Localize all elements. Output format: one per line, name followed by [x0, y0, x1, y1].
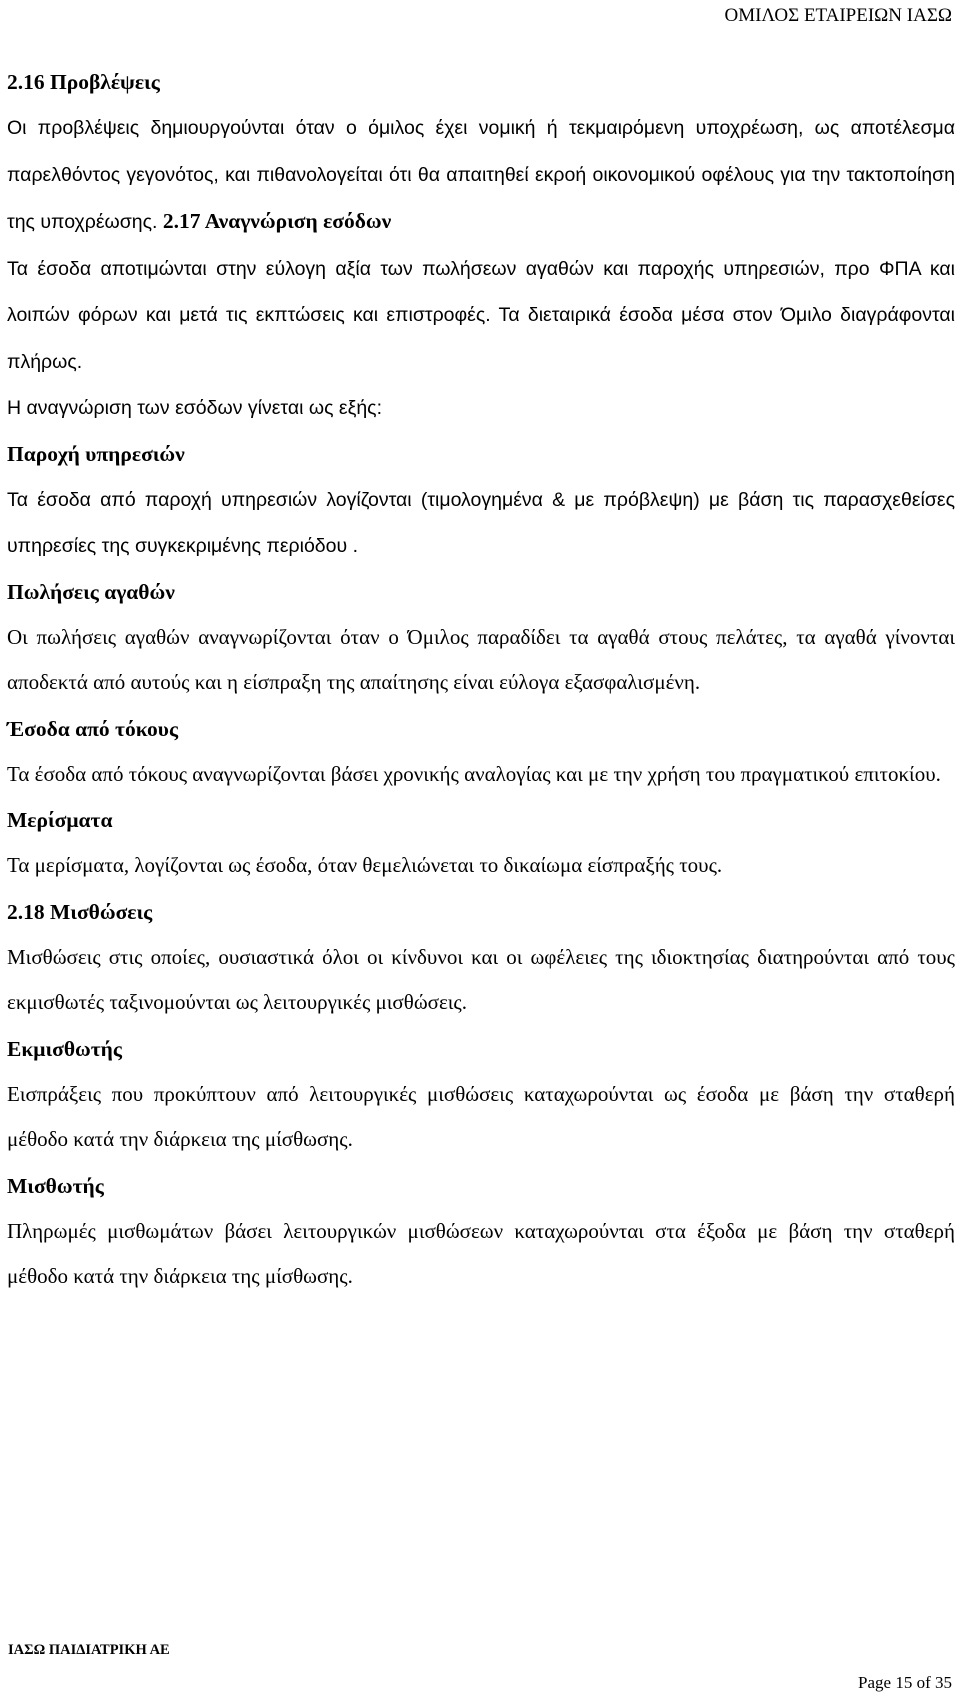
paragraph-services: Τα έσοδα από παροχή υπηρεσιών λογίζονται (τιμολογημένα & με πρόβλεψη) με βάση τις παρασχεθείσες υπηρεσίες της συγκεκριμένης περιόδου . [7, 488, 955, 557]
paragraph-dividends: Τα μερίσματα, λογίζονται ως έσοδα, όταν θεμελιώνεται το δικαίωμα είσπραξής τους. [7, 853, 723, 877]
subheading-lessor: Εκμισθωτής [7, 1036, 122, 1061]
subheading-lessee: Μισθωτής [7, 1173, 104, 1198]
section-heading-provisions: 2.16 Προβλέψεις [7, 70, 160, 94]
subheading-goods-sales: Πωλήσεις αγαθών [7, 579, 175, 604]
document-body [7, 60, 955, 1300]
footer-company: ΙΑΣΩ ΠΑΙΔΙΑΤΡΙΚΗ ΑΕ [8, 1642, 170, 1658]
paragraph-revenue-intro: Η αναγνώριση των εσόδων γίνεται ως εξής: [7, 397, 382, 419]
paragraph-interest-income: Τα έσοδα από τόκους αναγνωρίζονται βάσει χρονικής αναλογίας και με την χρήση του πραγματικού επιτοκίου. [7, 761, 941, 786]
paragraph-lessor: Εισπράξεις που προκύπτουν από λειτουργικές μισθώσεις καταχωρούνται ως έσοδα με βάση την σταθερή μέθοδο κατά την διάρκεια της μίσθωσης. [7, 1081, 955, 1151]
paragraph-goods-sales: Οι πωλήσεις αγαθών αναγνωρίζονται όταν ο Όμιλος παραδίδει τα αγαθά στους πελάτες, τα αγαθά γίνονται αποδεκτά από αυτούς και η είσπραξη της απαίτησης είναι εύλογα εξασφαλισμένη. [7, 624, 955, 694]
subheading-services: Παροχή υπηρεσιών [7, 441, 185, 466]
subheading-dividends: Μερίσματα [7, 808, 113, 832]
paragraph-lessee: Πληρωμές μισθωμάτων βάσει λειτουργικών μισθώσεων καταχωρούνται στα έξοδα με βάση την σταθερή μέθοδο κατά την διάρκεια της μίσθωσης. [7, 1218, 955, 1288]
running-header: ΟΜΙΛΟΣ ΕΤΑΙΡΕΙΩΝ ΙΑΣΩ [724, 5, 952, 26]
paragraph-provisions [7, 105, 955, 246]
paragraph-leases: Μισθώσεις στις οποίες, ουσιαστικά όλοι οι κίνδυνοι και οι ωφέλειες της ιδιοκτησίας διατηρούνται από τους εκμισθωτές ταξινομούνται ως λειτουργικές μισθώσεις. [7, 944, 955, 1014]
footer-page-number: Page 15 of 35 [858, 1673, 952, 1692]
subheading-interest-income: Έσοδα από τόκους [7, 716, 179, 741]
paragraph-revenue: Τα έσοδα αποτιμώνται στην εύλογη αξία των πωλήσεων αγαθών και παροχής υπηρεσιών, προ ΦΠΑ και λοιπών φόρων και μετά τις εκπτώσεις και επιστροφές. Τα διεταιρικά έσοδα μέσα στον Όμιλο διαγράφονται πλήρως. [7, 257, 955, 373]
section-heading-revenue-recognition: 2.17 Αναγνώριση εσόδων [162, 209, 392, 233]
paragraph-provisions-text: Οι προβλέψεις δημιουργούνται όταν ο όμιλος έχει νομική ή τεκμαιρόμενη υποχρέωση, ως αποτέλεσμα παρελθόντος γεγονότος, και πιθανολογείται ότι θα απαιτηθεί εκροή οικονομικού οφέλους για την τακτοποίηση της υποχρέωσης. [7, 117, 955, 233]
section-heading-leases: 2.18 Μισθώσεις [7, 899, 153, 924]
